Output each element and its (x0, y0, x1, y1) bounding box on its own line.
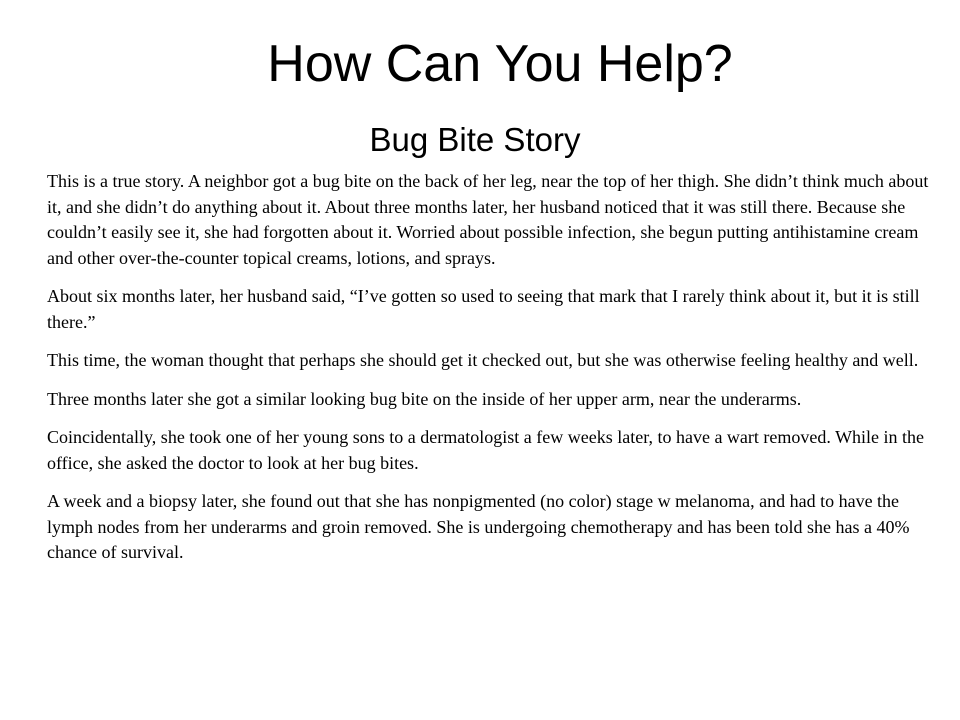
story-paragraph: Three months later she got a similar looking bug bite on the inside of her upper arm, near the underarms. (47, 388, 802, 409)
story-paragraph: About six months later, her husband said, “I’ve gotten so used to seeing that mark that I rarely think about it, but it is still there.” (47, 286, 920, 332)
story-paragraph: This is a true story. A neighbor got a bug bite on the back of her leg, near the top of her thigh. She didn’t think much about it, and she didn’t do anything about it. About three months later, her husband noticed that it was still there. Because she couldn’t easily see it, she had forgotten about it. Worried about possible infection, she begun putting antihistamine cream and other over-the-counter topical creams, lotions, and sprays. (47, 171, 929, 268)
slide-title: How Can You Help? (267, 35, 733, 93)
story-body (47, 169, 937, 579)
story-paragraph: A week and a biopsy later, she found out that she has nonpigmented (no color) stage w melanoma, and had to have the lymph nodes from her underarms and groin removed. She is undergoing chemotherapy and has been told she has a 40% chance of survival. (47, 491, 910, 562)
story-paragraph: This time, the woman thought that perhaps she should get it checked out, but she was otherwise feeling healthy and well. (47, 350, 919, 370)
story-paragraph: Coincidentally, she took one of her young sons to a dermatologist a few weeks later, to have a wart removed. While in the office, she asked the doctor to look at her bug bites. (47, 427, 925, 473)
slide-subtitle: Bug Bite Story (369, 121, 581, 158)
